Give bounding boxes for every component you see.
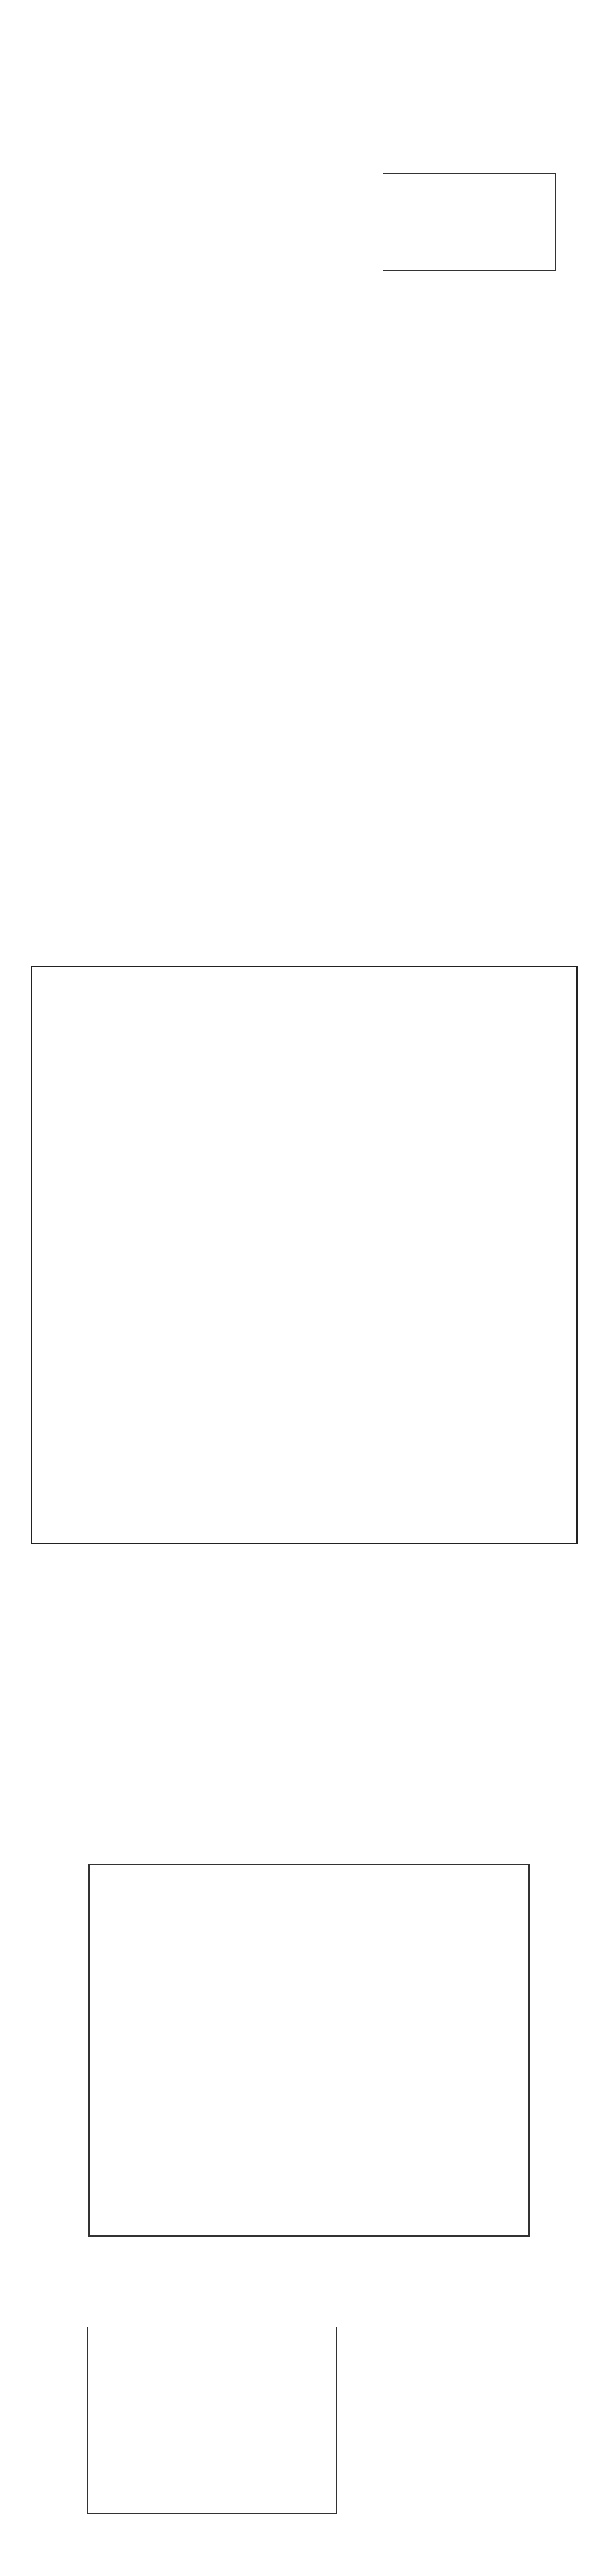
figures-box bbox=[31, 966, 578, 1544]
package-drawing-box bbox=[88, 1864, 530, 2237]
package-symbol-box bbox=[383, 173, 556, 271]
mounting-pad-box bbox=[87, 2327, 337, 2514]
